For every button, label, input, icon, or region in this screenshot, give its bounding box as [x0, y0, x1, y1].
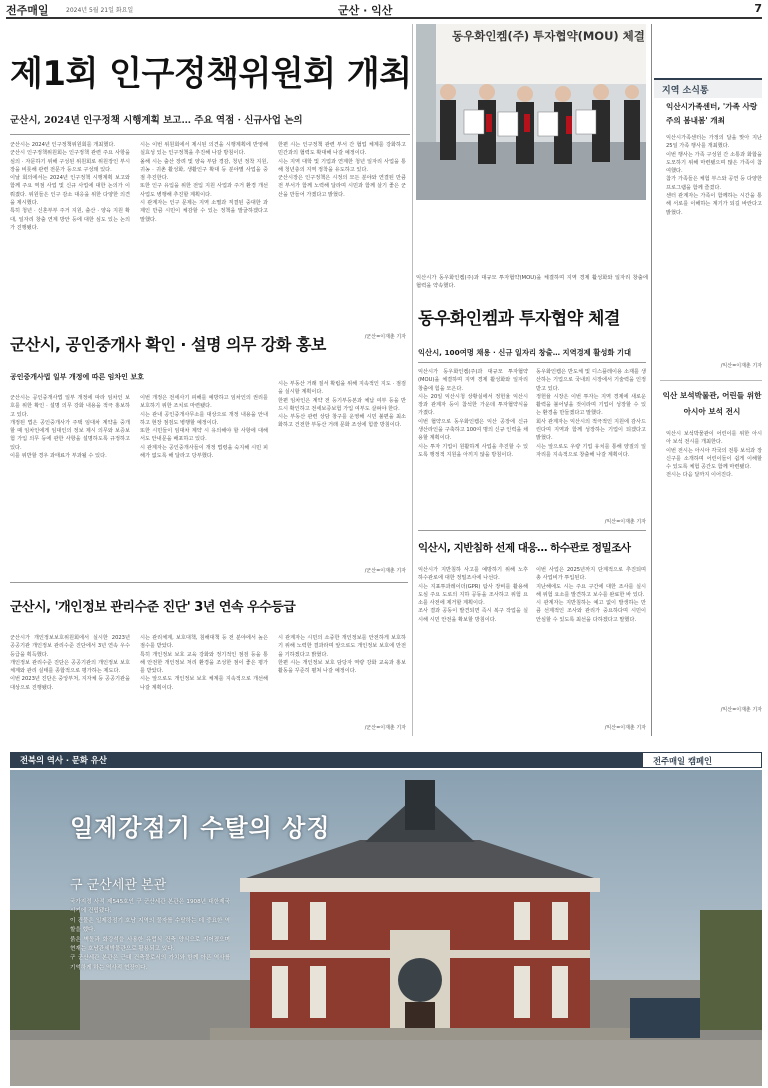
- a5-col2: 시는 관리체계, 보호대책, 침해대책 등 전 분야에서 높은 점수를 받았다. 특히 개인정보 보호 교육 강화와 정기적인 점검 등을 통해 안전한 개인정보 처리 환경을 조성한 점이 좋은 평가를 받았다. 시는 앞으로도 개인정보 보호 체계를 지속적으로 개선해 나갈 계획이다.: [140, 635, 268, 691]
- a3-byline: /군산=이재춘 기자: [364, 568, 406, 574]
- a2-col2: 동우화인켐은 반도체 및 디스플레이용 소재를 생산하는 기업으로 국내외 시장에서 기술력을 인정받고 있다. 정헌율 시장은 이번 투자는 지역 경제에 새로운 활력을 불어넣을 것이라며 기업이 성장할 수 있는 환경을 만들겠다고 말했다. 회사 관계자는 익산시의 적극적인 지원에 감사드린다며 지역과 함께 성장하는 기업이 되겠다고 밝혔다. 시는 앞으로도 우량 기업 유치를 통해 양질의 일자리를 지속적으로 창출해 나갈 계획이다.: [536, 369, 646, 458]
- sidebar-story1-byline: /익산=이재춘 기자: [720, 363, 762, 369]
- section-title: 군산 · 익산: [338, 4, 393, 17]
- a3-col1: 군산시는 공인중개사법 일부 개정에 따라 임차인 보호를 위한 확인 · 설명 의무 강화 내용을 적극 홍보하고 있다. 개정된 법은 공인중개사가 주택 임대차 계약을 중개할 때 임차인에게 임대인의 정보 제시 의무와 보증보험 가입 의무 등에 관한 사항을 설명하도록 규정하고 있다. 이를 위반할 경우 과태료가 부과될 수 있다.: [10, 395, 130, 460]
- sidebar-header-label: 지역 소식통: [662, 86, 709, 96]
- sidebar: [654, 78, 762, 734]
- a5-byline: /군산=이재춘 기자: [364, 725, 406, 731]
- a3-headline: 군산시, 공인중개사 확인 · 설명 의무 강화 홍보: [10, 335, 326, 354]
- sidebar-header: [654, 78, 762, 98]
- paper-name: 전주매일: [6, 4, 49, 17]
- mou-caption: 익산시가 동우화인켐(주)과 대규모 투자협약(MOU)을 체결하며 지역 경제 활성화와 일자리 창출에 협력을 약속했다.: [416, 275, 648, 290]
- page-number: 7: [754, 2, 762, 15]
- a4-col1: 익산시가 지반침하 사고를 예방하기 위해 노후 하수관로에 대한 정밀조사에 나선다. 시는 지표투과레이더(GPR) 탐사 장비를 활용해 도심 주요 도로의 지하 공동을 조사하고 위험 요소를 사전에 제거할 계획이다. 조사 결과 공동이 발견되면 즉시 복구 작업을 실시해 시민 안전을 확보할 방침이다.: [418, 567, 528, 623]
- column-rule-main: [412, 24, 413, 736]
- a5-headline: 군산시, '개인정보 관리수준 진단' 3년 연속 우수등급: [10, 600, 296, 615]
- campaign-photo: [10, 770, 762, 1086]
- a2-subhead: 익산시, 100여명 채용 · 신규 일자리 창출… 지역경제 활성화 기대: [418, 348, 632, 357]
- campaign-title: 일제강점기 수탈의 상징: [70, 814, 331, 842]
- a1-col2: 시는 이번 위원회에서 제시된 의견을 시행계획에 반영해 실효성 있는 인구정책을 추진해 나갈 방침이다. 올해 시는 출산 장려 및 양육 부담 경감, 청년 정착 지원, 귀농 · 귀촌 활성화, 생활인구 확대 등 분야별 사업을 중점 추진한다. 또한 인구 유입을 위한 전입 지원 사업과 주거 환경 개선 사업도 병행해 추진할 계획이다. 시 관계자는 인구 문제는 지역 소멸과 직결된 중대한 과제인 만큼 시민이 체감할 수 있는 정책을 발굴하겠다고 말했다.: [140, 142, 268, 223]
- mou-banner: 동우화인켐(주) 투자협약(MOU) 체결: [452, 29, 645, 43]
- campaign-subtitle: 구 군산세관 본관: [70, 878, 167, 893]
- a2-rule: [418, 362, 646, 363]
- a1-byline: /군산=이재춘 기자: [364, 334, 406, 340]
- sidebar-story2-byline: /익산=이재춘 기자: [720, 707, 762, 713]
- campaign-band-right-tab: [642, 752, 762, 768]
- masthead: [6, 0, 762, 17]
- campaign-body: 국가지정 사적 제545호인 구 군산세관 본관은 1908년 대한제국 시기에 건립됐다. 이 건물은 일제강점기 호남 지역의 물자를 수탈하는 데 중요한 역할을 했다. 붉은 벽돌과 화강석을 사용한 유럽식 건축 양식으로 지어졌으며 현재는 호남관세박물관으로 활용되고 있다. 구 군산세관 본관은 근대 건축물로서의 가치와 함께 아픈 역사를 기억하게 하는 역사적 현장이다.: [70, 899, 230, 971]
- a5-col3: 시 관계자는 시민의 소중한 개인정보를 안전하게 보호하기 위해 노력한 결과라며 앞으로도 개인정보 보호에 만전을 기하겠다고 밝혔다. 한편 시는 개인정보 보호 담당자 역량 강화 교육과 홍보 활동을 꾸준히 펼쳐 나갈 예정이다.: [278, 635, 406, 675]
- issue-date: 2024년 5월 21일 화요일: [66, 7, 134, 14]
- a2-headline: 동우화인켐과 투자협약 체결: [418, 309, 620, 329]
- sidebar-story2-body: 익산시 보석박물관이 어린이를 위한 아시아 보석 전시를 개최한다. 이번 전시는 아시아 각국의 전통 보석과 장신구를 소개하며 어린이들이 쉽게 이해할 수 있도록 체험 공간도 함께 마련됐다. 전시는 다음 달까지 이어진다.: [666, 431, 762, 479]
- masthead-rule: [6, 17, 762, 19]
- sidebar-divider: [660, 380, 762, 381]
- a2-col1: 익산시가 동우화인켐(주)과 대규모 투자협약(MOU)을 체결하며 지역 경제 활성화와 일자리 창출에 힘을 모은다. 시는 20일 익산시청 상황실에서 정헌율 익산시장과 관계자 등이 참석한 가운데 투자협약식을 가졌다. 이번 협약으로 동우화인켐은 익산 공장에 신규 생산라인을 구축하고 100여 명의 신규 인력을 채용할 계획이다. 시는 투자 기업이 원활하게 사업을 추진할 수 있도록 행정적 지원을 아끼지 않을 방침이다.: [418, 369, 528, 458]
- mou-photo: [416, 24, 646, 200]
- a5-col1: 군산시가 개인정보보호위원회에서 실시한 2023년 공공기관 개인정보 관리수준 진단에서 3년 연속 우수등급을 획득했다. 개인정보 관리수준 진단은 공공기관의 개인정보 보호 체계와 관리 실태를 종합적으로 평가하는 제도다. 이번 2023년 진단은 중앙부처, 지자체 등 공공기관을 대상으로 진행됐다.: [10, 635, 130, 691]
- sidebar-story1-body: 익산시가족센터는 가정의 달을 맞아 지난 25일 가족 행사를 개최했다. 이번 행사는 가족 구성원 간 소통과 화합을 도모하기 위해 마련됐으며 많은 가족이 참여했다. 참가 가족들은 체험 부스와 공연 등 다양한 프로그램을 함께 즐겼다. 센터 관계자는 가족이 함께하는 시간을 통해 서로를 이해하는 계기가 되길 바란다고 밝혔다.: [666, 135, 762, 216]
- campaign-band-left: 전북의 역사 · 문화 유산: [20, 755, 107, 765]
- a4-headline: 익산시, 지반침하 선제 대응… 하수관로 정밀조사: [418, 542, 631, 554]
- a4-col2: 이번 사업은 2025년까지 단계적으로 추진되며 총 사업비가 투입된다. 지난해에도 시는 주요 구간에 대한 조사를 실시해 위험 요소를 발견하고 보수를 완료한 바 있다. 시 관계자는 지반침하는 예고 없이 발생하는 만큼 선제적인 조사와 관리가 중요하다며 시민이 안심할 수 있도록 최선을 다하겠다고 말했다.: [536, 567, 646, 623]
- a1-col3: 한편 시는 인구정책 관련 부서 간 협업 체계를 강화하고 민간과의 협력도 확대해 나갈 예정이다. 시는 지역 대학 및 기업과 연계한 청년 일자리 사업을 통해 청년층의 지역 정착을 유도하고 있다. 군산시장은 인구정책은 시정의 모든 분야와 연결된 만큼 전 부서가 함께 노력해 달라며 시민과 함께 살기 좋은 군산을 만들어 가겠다고 밝혔다.: [278, 142, 406, 198]
- a5-top-rule: [10, 582, 408, 583]
- column-rule-sidebar: [651, 24, 652, 736]
- a2-byline: /익산=이재춘 기자: [604, 519, 646, 525]
- a1-col1: 군산시는 2024년 인구정책위원회를 개최했다. 군산시 인구정책위원회는 인구정책 관련 주요 사항을 심의 · 자문하기 위해 구성된 위원회로 위원장인 부시장을 비롯해 관련 전문가 등으로 구성돼 있다. 이날 회의에서는 2024년 인구정책 시행계획 보고와 함께 주요 역점 사업 및 신규 사업에 대한 논의가 이뤄졌다. 위원들은 인구 감소 대응을 위한 다양한 의견을 제시했다. 특히 청년 · 신혼부부 주거 지원, 출산 · 양육 지원 확대, 일자리 창출 연계 방안 등에 대한 심도 있는 논의가 진행됐다.: [10, 142, 130, 231]
- sidebar-story1-title: 익산시가족센터, '가족 사랑주의 봄내봄' 개최: [666, 102, 758, 125]
- a1-headline: 제1회 인구정책위원회 개최: [10, 54, 412, 94]
- a4-byline: /익산=이재춘 기자: [604, 725, 646, 731]
- a3-col3: 시는 부동산 거래 질서 확립을 위해 지속적인 지도 · 점검을 실시할 계획이다. 한편 임차인은 계약 전 등기부등본과 체납 여부 등을 반드시 확인하고 전세보증보험 가입 여부도 살펴야 한다. 시는 부동산 관련 상담 창구를 운영해 시민 불편을 최소화하고 건전한 부동산 거래 문화 조성에 힘쓸 방침이다.: [278, 381, 406, 429]
- a4-top-rule: [418, 530, 646, 531]
- mou-photo-image: [416, 24, 646, 200]
- campaign-band-right: 전주매일 캠페인: [653, 756, 712, 766]
- a3-col2: 이번 개정은 전세사기 피해를 예방하고 임차인의 권리를 보호하기 위한 조치로 마련됐다. 시는 관내 공인중개사무소를 대상으로 개정 내용을 안내하고 현장 점검도 병행할 예정이다. 또한 시민들이 임대차 계약 시 유의해야 할 사항에 대해서도 안내문을 배포하고 있다. 시 관계자는 공인중개사들이 개정 법령을 숙지해 시민 피해가 없도록 해 달라고 당부했다.: [140, 395, 268, 460]
- sidebar-story2-title: 익산 보석박물관, 어린들 위한 아시아 보석 전시: [662, 391, 762, 416]
- a1-subhead: 군산시, 2024년 인구정책 시행계획 보고… 주요 역점 · 신규사업 논의: [10, 115, 303, 126]
- a1-rule: [10, 134, 410, 135]
- a3-subhead: 공인중개사법 일부 개정에 따른 임차인 보호: [10, 373, 144, 381]
